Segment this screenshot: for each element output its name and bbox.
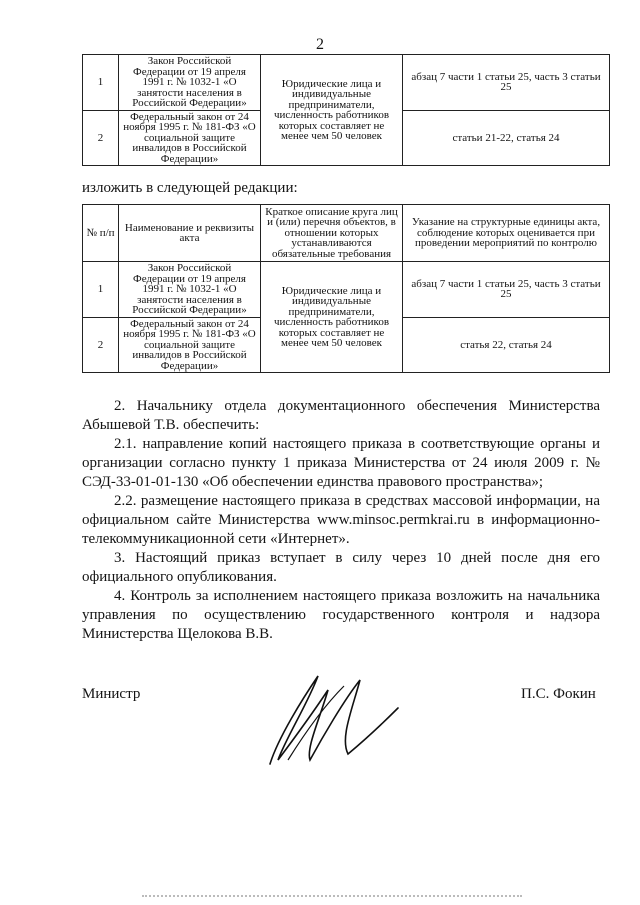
header-subjects: Краткое описание круга лиц и (или) перечня объектов, в отношении которых устанавливаются обязательные требования <box>261 205 403 262</box>
row-number: 2 <box>83 317 119 373</box>
subjects-cell: Юридические лица и индивидуальные предприниматели, численность работников которых составляет не менее чем 50 человек <box>261 262 403 373</box>
table-row <box>83 55 610 111</box>
new-table <box>82 204 610 373</box>
row-number: 2 <box>83 110 119 166</box>
table-row <box>83 262 610 318</box>
units-cell: статья 22, статья 24 <box>403 317 610 373</box>
paragraph-2-2: 2.2. размещение настоящего приказа в средствах массовой информации, на официальном сайте Министерства www.minsoc.permkrai.ru в информационно-телекоммуникационной сети «Интернет». <box>82 493 600 547</box>
row-number: 1 <box>83 262 119 318</box>
paragraph-2: 2. Начальнику отдела документационного обеспечения Министерства Абышевой Т.В. обеспечить: <box>82 398 600 433</box>
paragraph-3: 3. Настоящий приказ вступает в силу через 10 дней после дня его официального опубликования. <box>82 550 600 585</box>
header-units: Указание на структурные единицы акта, соблюдение которых оценивается при проведении мероприятий по контролю <box>403 205 610 262</box>
row-number: 1 <box>83 55 119 111</box>
act-cell: Закон Российской Федерации от 19 апреля 1991 г. № 1032-1 «О занятости населения в Российской Федерации» <box>119 262 261 318</box>
act-cell: Федеральный закон от 24 ноября 1995 г. № 181-ФЗ «О социальной защите инвалидов в Российской Федерации» <box>119 317 261 373</box>
old-table <box>82 54 610 166</box>
units-cell: статьи 21-22, статья 24 <box>403 110 610 166</box>
units-cell: абзац 7 части 1 статьи 25, часть 3 статьи 25 <box>403 55 610 111</box>
header-act: Наименование и реквизиты акта <box>119 205 261 262</box>
paragraph-2-1: 2.1. направление копий настоящего приказа в соответствующие органы и организации согласно пункту 1 приказа Министерства от 24 июля 2009 г. № СЭД-33-01-01-130 «Об обеспечении единства правового пространства»; <box>82 436 600 490</box>
act-cell: Федеральный закон от 24 ноября 1995 г. № 181-ФЗ «О социальной защите инвалидов в Российской Федерации» <box>119 110 261 166</box>
transition-text: изложить в следующей редакции: <box>82 180 298 196</box>
signer-name: П.С. Фокин <box>521 686 596 702</box>
act-cell: Закон Российской Федерации от 19 апреля 1991 г. № 1032-1 «О занятости населения в Российской Федерации» <box>119 55 261 111</box>
header-number: № п/п <box>83 205 119 262</box>
subjects-cell: Юридические лица и индивидуальные предприниматели, численность работников которых составляет не менее чем 50 человек <box>261 55 403 166</box>
table-header-row <box>83 205 610 262</box>
footer-noise <box>142 895 522 899</box>
signature-image <box>248 668 408 768</box>
signature-title: Министр <box>82 686 141 702</box>
page-number: 2 <box>316 36 324 53</box>
paragraph-4: 4. Контроль за исполнением настоящего приказа возложить на начальника управления по осуществлению государственного контроля и надзора Министерства Щелокова В.В. <box>82 588 600 642</box>
units-cell: абзац 7 части 1 статьи 25, часть 3 статьи 25 <box>403 262 610 318</box>
